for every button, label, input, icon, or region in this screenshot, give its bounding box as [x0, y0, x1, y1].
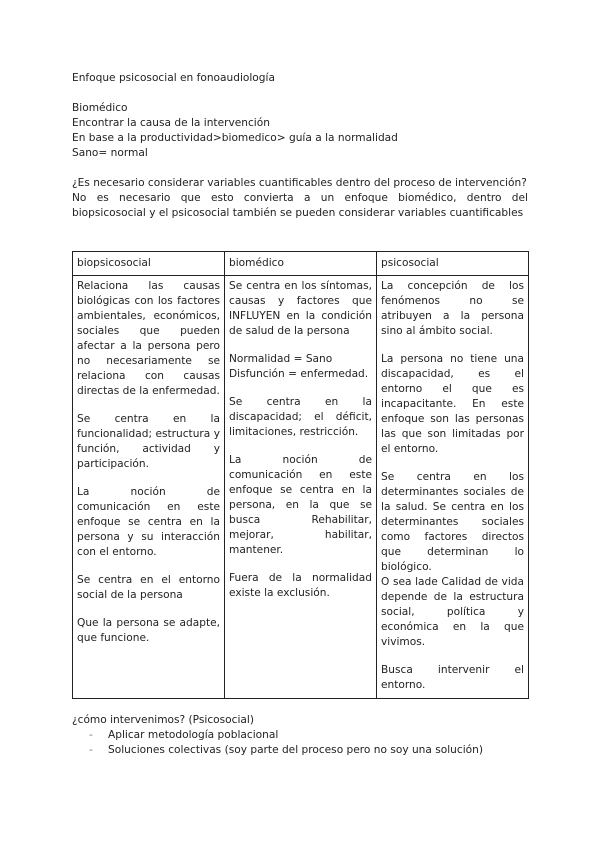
cell-paragraph: Normalidad = Sano Disfunción = enfermedad.	[229, 353, 369, 380]
list-item-text: Soluciones colectivas (soy parte del proceso pero no soy una solución)	[108, 744, 483, 756]
biomedico-heading: Biomédico	[72, 102, 128, 114]
table-header-cell: biomédico	[225, 252, 377, 276]
cell-paragraph: La noción de comunicación en este enfoque se centra en la persona, en la que se busca Rehabilitar, mejorar, habilitar, mantener.	[229, 454, 372, 556]
intervention-question: ¿cómo intervenimos? (Psicosocial)	[72, 714, 254, 726]
cell-paragraph: Fuera de la normalidad existe la exclusión.	[229, 572, 372, 599]
cell-paragraph: Se centra en los síntomas, causas y factores que INFLUYEN en la condición de salud de la persona	[229, 280, 372, 337]
cell-paragraph: Se centra en el entorno social de la persona	[77, 574, 220, 601]
biomedico-line: Sano= normal	[72, 147, 148, 159]
dash-bullet-icon: -	[89, 729, 93, 741]
document-title: Enfoque psicosocial en fonoaudiología	[72, 72, 275, 84]
cell-paragraph: La persona no tiene una discapacidad, es el entorno el que es incapacitante. En este enfoque son las personas las que son limitadas por el entorno.	[381, 353, 524, 455]
list-item	[72, 728, 528, 743]
cell-paragraph: Que la persona se adapte, que funcione.	[77, 617, 220, 644]
cell-paragraph: Relaciona las causas biológicas con los factores ambientales, económicos, sociales que pueden afectar a la persona pero no necesariamente se relaciona con causas directas de la enfermedad.	[77, 280, 220, 397]
cell-paragraph: O sea lade Calidad de vida depende de la estructura social, política y económica en la que vivimos.	[381, 576, 524, 648]
document-page	[72, 71, 528, 758]
table-header-cell: biopsicosocial	[73, 252, 225, 276]
biopsicosocial-cell	[73, 276, 225, 699]
table-row	[73, 276, 529, 699]
question-paragraph: ¿Es necesario considerar variables cuantificables dentro del proceso de intervención?	[72, 177, 527, 189]
biomedico-line: En base a la productividad>biomedico> guía a la normalidad	[72, 132, 398, 144]
cell-paragraph: Se centra en la funcionalidad; estructura y función, actividad y participación.	[77, 413, 220, 470]
list-item-text: Aplicar metodología poblacional	[108, 729, 279, 741]
table-header-cell: psicosocial	[377, 252, 529, 276]
cell-paragraph: Se centra en la discapacidad; el déficit, limitaciones, restricción.	[229, 396, 372, 438]
answer-paragraph: No es necesario que esto convierta a un enfoque biomédico, dentro del biopsicosocial y el psicosocial también se pueden considerar variables cuantificables	[72, 192, 528, 219]
cell-paragraph: La noción de comunicación en este enfoque se centra en la persona y su interacción con el entorno.	[77, 486, 220, 558]
list-item	[72, 743, 528, 758]
comparison-table	[72, 251, 529, 699]
intervention-list	[72, 728, 528, 758]
cell-paragraph: Busca intervenir el entorno.	[381, 664, 524, 691]
table-header-row	[73, 252, 529, 276]
psicosocial-cell	[377, 276, 529, 699]
biomedico-cell	[225, 276, 377, 699]
cell-paragraph: Se centra en los determinantes sociales de la salud. Se centra en los determinantes sociales como factores directos que determinan lo biológico.	[381, 471, 524, 573]
biomedico-line: Encontrar la causa de la intervención	[72, 117, 270, 129]
cell-paragraph: La concepción de los fenómenos no se atribuyen a la persona sino al ámbito social.	[381, 280, 524, 337]
dash-bullet-icon: -	[89, 744, 93, 756]
